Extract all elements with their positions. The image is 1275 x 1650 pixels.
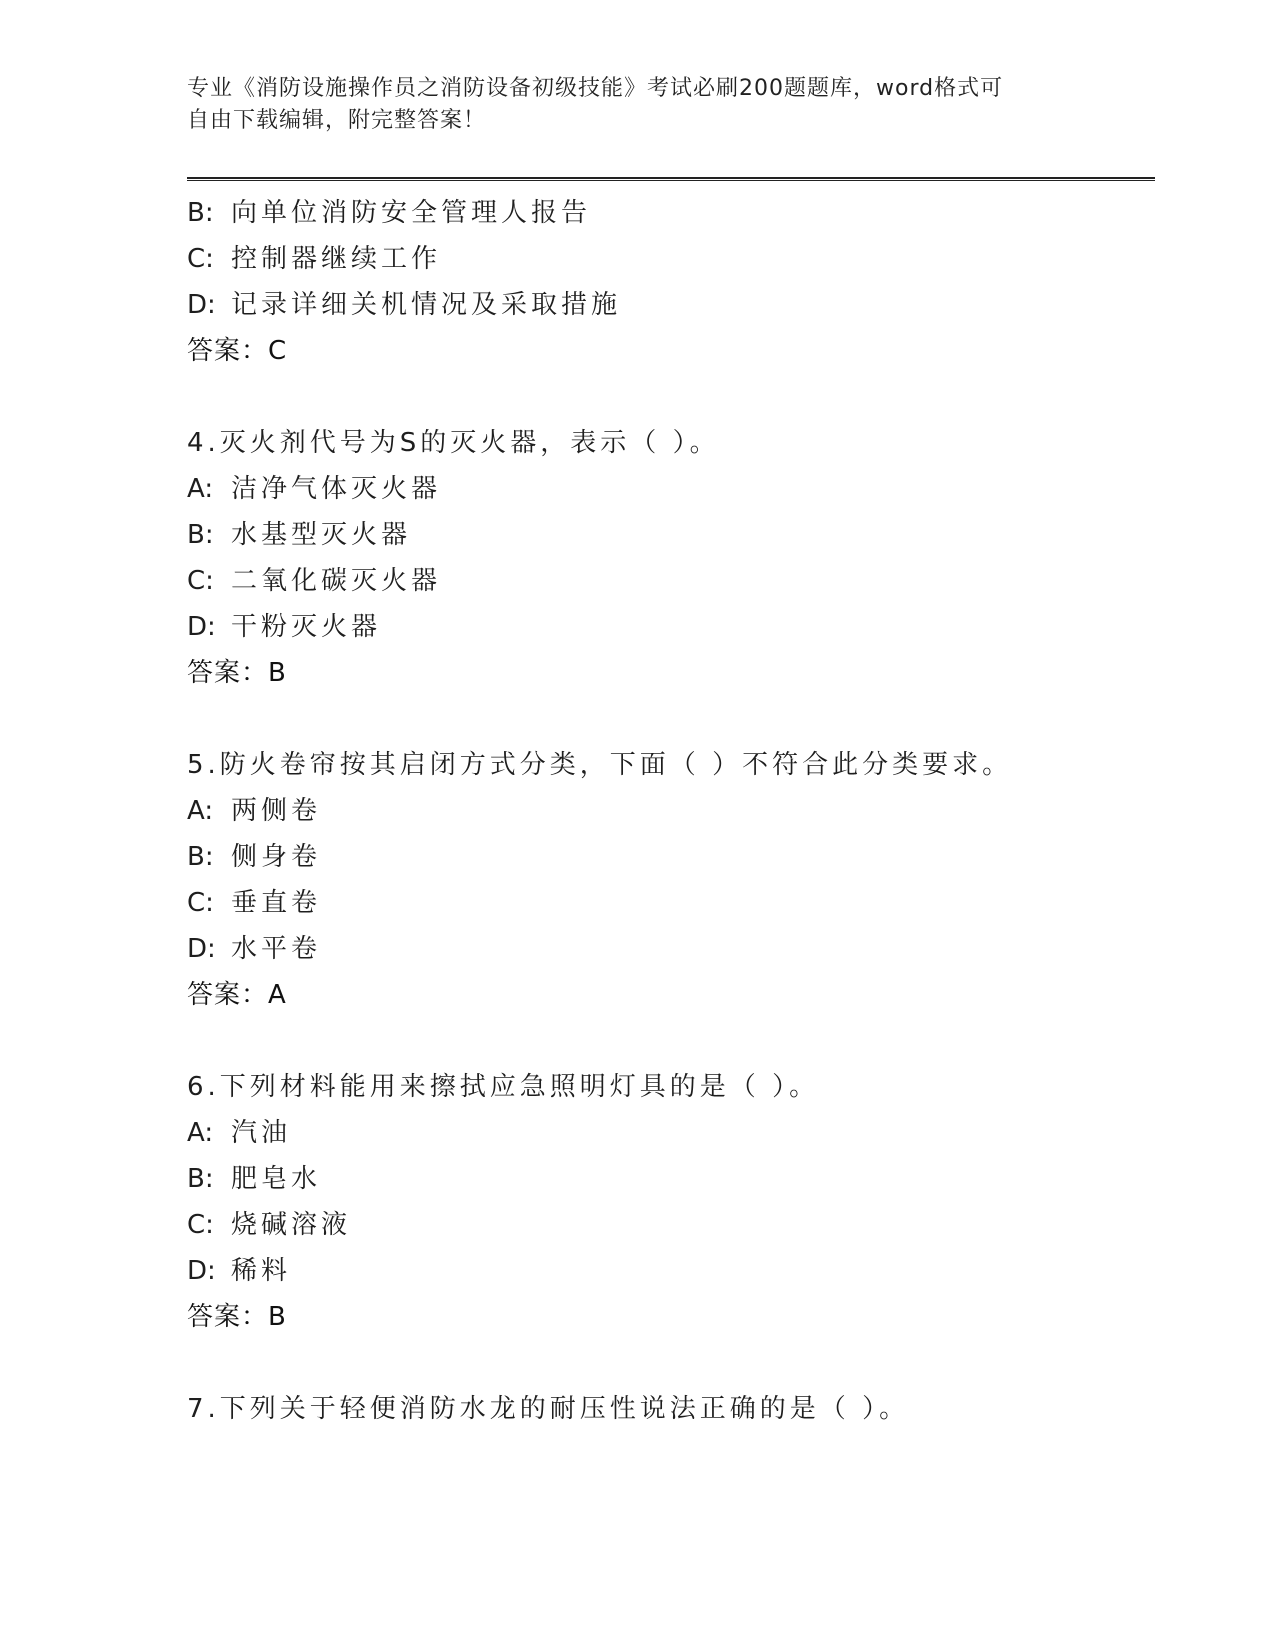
option-d: D: 干粉灭火器 (187, 612, 382, 642)
header-line-1: 专业《消防设施操作员之消防设备初级技能》考试必刷200题题库，word格式可 (187, 76, 1004, 101)
option-b: B: 侧身卷 (187, 842, 322, 872)
option-b: B: 水基型灭火器 (187, 520, 412, 550)
question-4 (187, 420, 1147, 696)
option-c: C: 控制器继续工作 (187, 244, 442, 274)
option-d: D: 稀料 (187, 1256, 292, 1286)
option-c: C: 垂直卷 (187, 888, 322, 918)
answer-line: 答案：B (187, 658, 287, 688)
option-c: C: 烧碱溶液 (187, 1210, 352, 1240)
option-b: B: 向单位消防安全管理人报告 (187, 198, 592, 228)
option-a: A: 汽油 (187, 1118, 292, 1148)
option-a: A: 两侧卷 (187, 796, 322, 826)
question-stem: 4.灭火剂代号为S的灭火器，表示（ ）。 (187, 428, 720, 458)
answer-line: 答案：B (187, 1302, 287, 1332)
answer-line: 答案：A (187, 980, 287, 1010)
question-stem: 7.下列关于轻便消防水龙的耐压性说法正确的是（ ）。 (187, 1394, 910, 1424)
document-header (187, 73, 1087, 137)
question-3-fragment (187, 190, 1147, 374)
question-stem: 6.下列材料能用来擦拭应急照明灯具的是（ ）。 (187, 1072, 820, 1102)
option-a: A: 洁净气体灭火器 (187, 474, 442, 504)
option-b: B: 肥皂水 (187, 1164, 322, 1194)
option-d: D: 水平卷 (187, 934, 322, 964)
question-7 (187, 1386, 1147, 1432)
header-line-2: 自由下载编辑，附完整答案！ (187, 108, 487, 133)
header-divider (187, 177, 1155, 181)
option-c: C: 二氧化碳灭火器 (187, 566, 442, 596)
question-5 (187, 742, 1147, 1018)
option-d: D: 记录详细关机情况及采取措施 (187, 290, 622, 320)
question-stem: 5.防火卷帘按其启闭方式分类，下面（ ）不符合此分类要求。 (187, 750, 1013, 780)
question-6 (187, 1064, 1147, 1340)
answer-line: 答案：C (187, 336, 288, 366)
question-list (187, 190, 1147, 1432)
